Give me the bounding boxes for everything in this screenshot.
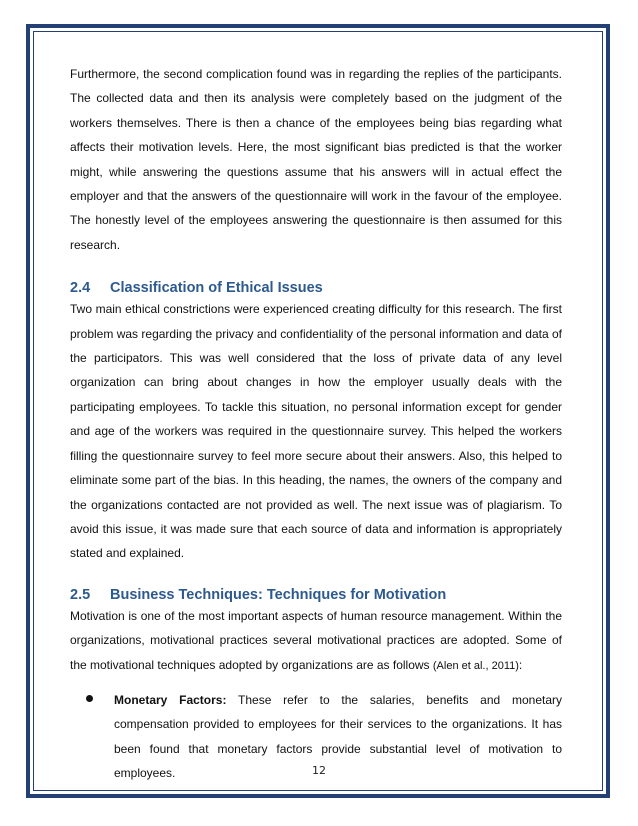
citation: (Alen et al., 2011) bbox=[432, 659, 519, 672]
bullet-icon bbox=[86, 695, 93, 702]
paragraph-motivation bbox=[70, 604, 562, 678]
section-number: 2.4 bbox=[70, 280, 91, 297]
section-title: Business Techniques: Techniques for Motivation bbox=[110, 586, 447, 603]
paragraph-end: : bbox=[518, 657, 523, 672]
page-number: 12 bbox=[312, 764, 326, 777]
paragraph-bias: Furthermore, the second complication found was in regarding the replies of the participants. The collected data and then its analysis were completely based on the judgment of the workers themselves. There is then a chance of the employees being bias regarding what affects their motivation levels. Here, the most significant bias predicted is that the worker might, while answering the questions assume that his answers will in actual effect the employer and that the answers of the questionnaire will work in the favour of the employee. The honestly level of the employees answering the questionnaire is then assumed for this research. bbox=[70, 67, 562, 252]
list-item-term: Monetary Factors: bbox=[114, 692, 227, 707]
paragraph-ethical-issues: Two main ethical constrictions were experienced creating difficulty for this research. The first problem was regarding the privacy and confidentiality of the personal information and data of the participators. This was well considered that the loss of private data of any level organization can bring about changes in how the employer usually deals with the participating employees. To tackle this situation, no personal information except for gender and age of the workers was required in the questionnaire survey. This helped the workers filling the questionnaire survey to feel more secure about their answers. Also, this helped to eliminate some part of the bias. In this heading, the names, the owners of the company and the organizations contacted are not provided as well. The next issue was of plagiarism. To avoid this issue, it was made sure that each source of data and information is appropriately stated and explained. bbox=[70, 302, 562, 561]
list-item-description: These refer to the salaries, benefits and monetary compensation provided to employees for their services to the organizations. It has been found that monetary factors provide substantial level of motivation to employees. bbox=[114, 692, 562, 781]
section-number: 2.5 bbox=[70, 586, 91, 603]
page-content bbox=[70, 62, 562, 786]
section-heading-2-4 bbox=[70, 279, 562, 297]
section-title: Classification of Ethical Issues bbox=[110, 280, 323, 297]
section-heading-2-5 bbox=[70, 586, 562, 604]
paragraph-text: Motivation is one of the most important aspects of human resource management. Within the organizations, motivational practices several motivational practices are adopted. Some of the motivational techniques adopted by organizations are as follows bbox=[70, 608, 562, 672]
